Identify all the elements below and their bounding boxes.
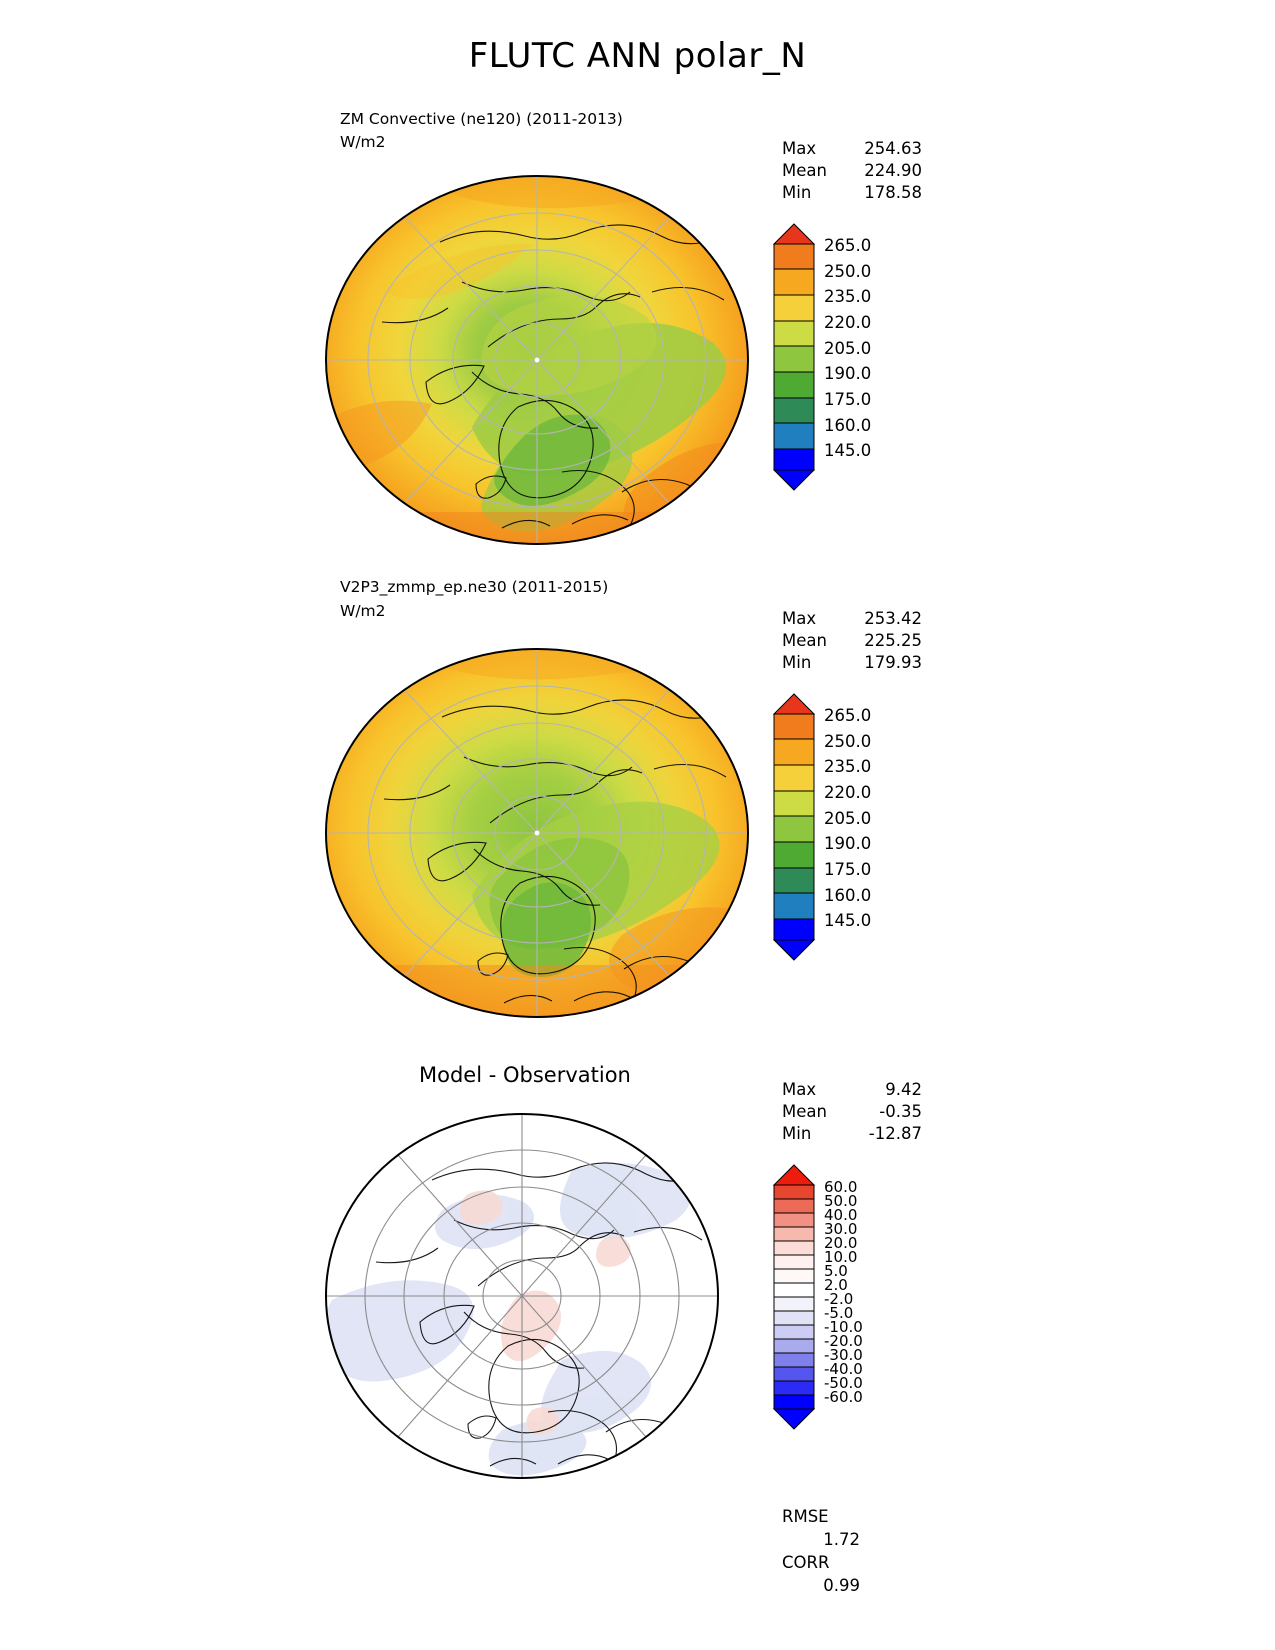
stat-row: Mean -0.35 — [782, 1102, 922, 1121]
tick: 205.0 — [824, 809, 872, 828]
tick: 175.0 — [824, 390, 872, 409]
tick: 20.0 — [824, 1234, 858, 1252]
tick: -5.0 — [824, 1304, 854, 1322]
tick: -2.0 — [824, 1290, 854, 1308]
tick: -20.0 — [824, 1332, 863, 1350]
tick: -30.0 — [824, 1346, 863, 1364]
tick: 40.0 — [824, 1206, 858, 1224]
stat-row: Mean 225.25 — [782, 631, 922, 650]
tick: 250.0 — [824, 732, 872, 751]
tick: 190.0 — [824, 834, 872, 853]
tick: 160.0 — [824, 416, 872, 435]
tick: 235.0 — [824, 287, 872, 306]
stat-row: Mean 224.90 — [782, 161, 922, 180]
stat-row: Min -12.87 — [782, 1124, 922, 1143]
tick: -50.0 — [824, 1374, 863, 1392]
panel-middle-label: V2P3_zmmp_ep.ne30 (2011-2015) — [340, 578, 609, 596]
tick: 160.0 — [824, 886, 872, 905]
colorbar-top — [770, 222, 872, 492]
panel-top-stats — [782, 138, 922, 204]
tick: 50.0 — [824, 1192, 858, 1210]
panel-bottom-label: Model - Observation — [419, 1063, 631, 1087]
tick: 145.0 — [824, 441, 872, 460]
stat-row: Min 179.93 — [782, 653, 922, 672]
tick: 220.0 — [824, 313, 872, 332]
tick: 5.0 — [824, 1262, 848, 1280]
colorbar-middle — [770, 692, 872, 962]
panel-bottom-stats — [782, 1079, 922, 1145]
tick: 175.0 — [824, 860, 872, 879]
tick: 265.0 — [824, 236, 872, 255]
panel-bottom-footer-stats — [782, 1505, 860, 1597]
colorbar-bottom — [770, 1163, 863, 1431]
stat-row: Max 254.63 — [782, 139, 922, 158]
panel-top-units: W/m2 — [340, 133, 386, 151]
footer-stat-row: CORR0.99 — [782, 1553, 860, 1595]
footer-stat-row: RMSE1.72 — [782, 1507, 860, 1549]
stat-row: Max 253.42 — [782, 609, 922, 628]
tick: 60.0 — [824, 1178, 858, 1196]
tick: 30.0 — [824, 1220, 858, 1238]
tick: -40.0 — [824, 1360, 863, 1378]
tick: 145.0 — [824, 911, 872, 930]
polar-map-middle — [322, 645, 752, 1021]
polar-map-top — [322, 172, 752, 548]
tick: 2.0 — [824, 1276, 848, 1294]
tick: 265.0 — [824, 706, 872, 725]
tick: 205.0 — [824, 339, 872, 358]
tick: 10.0 — [824, 1248, 858, 1266]
stat-row: Max 9.42 — [782, 1080, 922, 1099]
tick: 220.0 — [824, 783, 872, 802]
figure-title: FLUTC ANN polar_N — [468, 36, 807, 76]
stat-row: Min 178.58 — [782, 183, 922, 202]
tick: 235.0 — [824, 757, 872, 776]
panel-middle-units: W/m2 — [340, 602, 386, 620]
polar-map-bottom — [322, 1110, 722, 1482]
tick: -60.0 — [824, 1388, 863, 1406]
tick: 250.0 — [824, 262, 872, 281]
tick: -10.0 — [824, 1318, 863, 1336]
panel-top-label: ZM Convective (ne120) (2011-2013) — [340, 110, 623, 128]
panel-middle-stats — [782, 608, 922, 674]
tick: 190.0 — [824, 364, 872, 383]
